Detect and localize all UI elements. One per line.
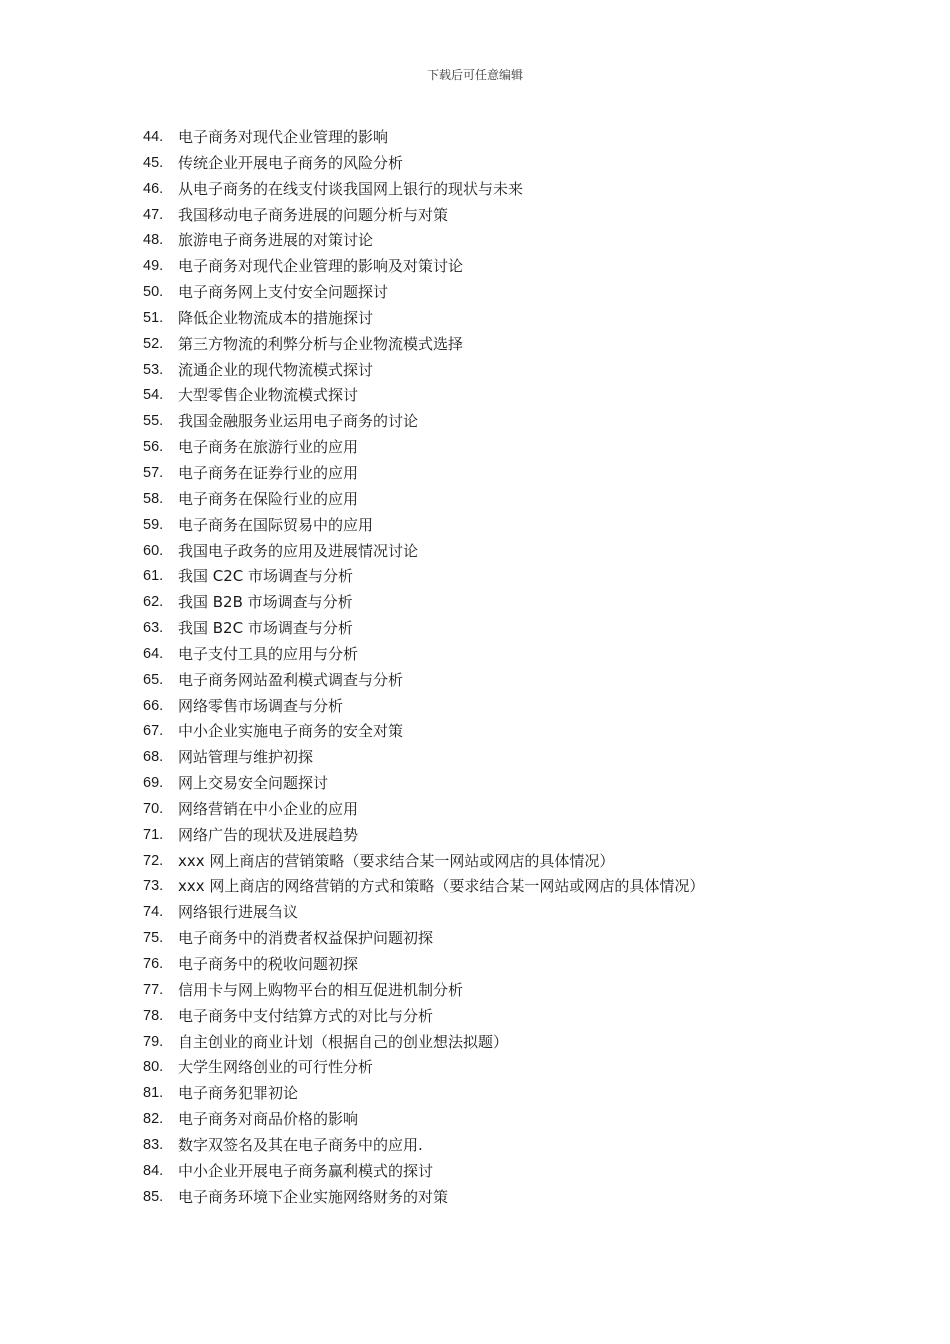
list-item [143, 203, 704, 229]
list-item-number: 46. [143, 180, 164, 197]
list-item-number: 61. [143, 568, 164, 585]
list-item-text: 旅游电子商务进展的对策讨论 [178, 231, 374, 250]
list-item-number: 62. [143, 594, 164, 611]
list-item-text: 流通企业的现代物流模式探讨 [178, 360, 374, 379]
list-item-number: 83. [143, 1136, 164, 1153]
list-item [143, 513, 704, 539]
list-item [143, 539, 704, 565]
list-item [143, 771, 704, 797]
list-item [143, 642, 704, 668]
list-item-text: 电子商务网站盈利模式调查与分析 [178, 670, 404, 689]
list-item [143, 409, 704, 435]
list-item-number: 80. [143, 1059, 164, 1076]
list-item [143, 900, 704, 926]
list-item [143, 461, 704, 487]
list-item-number: 56. [143, 439, 164, 456]
list-item-text: 电子商务在证券行业的应用 [178, 463, 359, 482]
list-item [143, 151, 704, 177]
list-item-text: xxx 网上商店的营销策略（要求结合某一网站或网店的具体情况） [178, 851, 615, 870]
list-item-number: 51. [143, 309, 164, 326]
list-item-text: 降低企业物流成本的措施探讨 [178, 308, 374, 327]
list-item-number: 47. [143, 206, 164, 223]
list-item-text: 网上交易安全问题探讨 [178, 774, 329, 793]
list-item [143, 435, 704, 461]
list-item-number: 65. [143, 671, 164, 688]
list-item [143, 358, 704, 384]
list-item [143, 1133, 704, 1159]
list-item-text: 电子商务在保险行业的应用 [178, 489, 359, 508]
list-item-number: 48. [143, 232, 164, 249]
list-item [143, 797, 704, 823]
list-item-number: 81. [143, 1085, 164, 1102]
list-item-text: 电子支付工具的应用与分析 [178, 644, 359, 663]
list-item [143, 694, 704, 720]
list-item-text: 网络广告的现状及进展趋势 [178, 825, 359, 844]
list-item-number: 75. [143, 930, 164, 947]
list-item-text: 我国 C2C 市场调查与分析 [178, 567, 354, 586]
list-item-text: 我国 B2B 市场调查与分析 [178, 593, 353, 612]
list-item-text: 电子商务对现代企业管理的影响及对策讨论 [178, 257, 464, 276]
list-item-text: 电子商务中的税收问题初探 [178, 955, 359, 973]
list-item [143, 978, 704, 1004]
list-item-text: 电子商务对现代企业管理的影响 [178, 128, 389, 146]
list-item-text: 网络银行进展刍议 [178, 903, 299, 922]
list-item-number: 71. [143, 826, 164, 843]
list-item-text: 我国 B2C 市场调查与分析 [178, 619, 353, 638]
list-item-number: 64. [143, 645, 164, 662]
list-item-number: 45. [143, 154, 164, 171]
list-item-number: 77. [143, 981, 164, 998]
list-item [143, 1030, 704, 1056]
list-item [143, 332, 704, 358]
list-item-text: 电子商务环境下企业实施网络财务的对策 [178, 1187, 449, 1206]
list-item-number: 73. [143, 878, 164, 895]
list-item [143, 590, 704, 616]
list-item [143, 1107, 704, 1133]
list-item-text: 电子商务网上支付安全问题探讨 [178, 283, 389, 302]
list-item-text: 数字双签名及其在电子商务中的应用. [178, 1135, 423, 1154]
list-item-number: 69. [143, 775, 164, 792]
list-item-number: 85. [143, 1188, 164, 1205]
list-item-number: 54. [143, 387, 164, 404]
list-item-number: 59. [143, 516, 164, 533]
list-item [143, 874, 704, 900]
list-item-number: 68. [143, 749, 164, 766]
list-item [143, 254, 704, 280]
list-item [143, 228, 704, 254]
list-item-number: 63. [143, 620, 164, 637]
list-item-text: 大型零售企业物流模式探讨 [178, 386, 359, 405]
list-item-number: 84. [143, 1162, 164, 1179]
list-item [143, 1159, 704, 1185]
list-item-text: 网站管理与维护初探 [178, 748, 314, 767]
list-item-text: 电子商务对商品价格的影响 [178, 1110, 359, 1129]
list-item-text: 网络零售市场调查与分析 [178, 696, 344, 715]
list-item-text: 信用卡与网上购物平台的相互促进机制分析 [178, 980, 464, 999]
list-item-number: 57. [143, 464, 164, 481]
list-item-text: 从电子商务的在线支付谈我国网上银行的现状与未来 [178, 179, 524, 198]
list-item-number: 52. [143, 335, 164, 352]
list-item-number: 67. [143, 723, 164, 740]
list-item-number: 78. [143, 1007, 164, 1024]
list-item-number: 82. [143, 1111, 164, 1128]
list-item [143, 1055, 704, 1081]
list-item-number: 44. [143, 129, 164, 145]
list-item [143, 125, 704, 151]
list-item [143, 952, 704, 978]
list-item [143, 719, 704, 745]
list-item-text: 自主创业的商业计划（根据自己的创业想法拟题） [178, 1032, 509, 1051]
list-item-text: 电子商务在国际贸易中的应用 [178, 515, 374, 534]
list-item [143, 280, 704, 306]
list-item [143, 306, 704, 332]
list-item-text: 大学生网络创业的可行性分析 [178, 1058, 374, 1077]
list-item-number: 74. [143, 904, 164, 921]
list-item-number: 60. [143, 542, 164, 559]
list-item [143, 616, 704, 642]
list-item-number: 55. [143, 413, 164, 430]
list-item-text: 我国电子政务的应用及进展情况讨论 [178, 541, 419, 560]
list-item-number: 72. [143, 852, 164, 869]
page-header: 下载后可任意编辑 [426, 68, 523, 82]
list-item [143, 849, 704, 875]
list-item-text: xxx 网上商店的网络营销的方式和策略（要求结合某一网站或网店的具体情况） [178, 877, 705, 896]
list-item-text: 电子商务中支付结算方式的对比与分析 [178, 1006, 434, 1025]
list-item-text: 传统企业开展电子商务的风险分析 [178, 153, 404, 172]
list-item [143, 177, 704, 203]
list-item [143, 926, 704, 952]
list-item [143, 668, 704, 694]
topic-list [143, 125, 704, 1210]
list-item-text: 电子商务在旅游行业的应用 [178, 438, 359, 457]
list-item-text: 电子商务犯罪初论 [178, 1084, 299, 1103]
list-item-text: 中小企业开展电子商务赢利模式的探讨 [178, 1161, 434, 1180]
list-item-number: 79. [143, 1033, 164, 1050]
list-item-number: 66. [143, 697, 164, 714]
list-item-text: 我国金融服务业运用电子商务的讨论 [178, 412, 419, 431]
list-item-text: 网络营销在中小企业的应用 [178, 799, 359, 818]
list-item-number: 76. [143, 956, 164, 972]
list-item-number: 53. [143, 361, 164, 378]
list-item-text: 电子商务中的消费者权益保护问题初探 [178, 929, 434, 948]
list-item-text: 中小企业实施电子商务的安全对策 [178, 722, 404, 741]
list-item-text: 我国移动电子商务进展的问题分析与对策 [178, 205, 449, 224]
list-item-number: 58. [143, 490, 164, 507]
list-item-number: 70. [143, 800, 164, 817]
list-item [143, 487, 704, 513]
list-item-number: 49. [143, 258, 164, 275]
list-item [143, 823, 704, 849]
list-item [143, 1185, 704, 1211]
list-item [143, 564, 704, 590]
list-item [143, 383, 704, 409]
list-item-number: 50. [143, 284, 164, 301]
list-item-text: 第三方物流的利弊分析与企业物流模式选择 [178, 334, 464, 353]
list-item [143, 1004, 704, 1030]
list-item [143, 745, 704, 771]
list-item [143, 1081, 704, 1107]
